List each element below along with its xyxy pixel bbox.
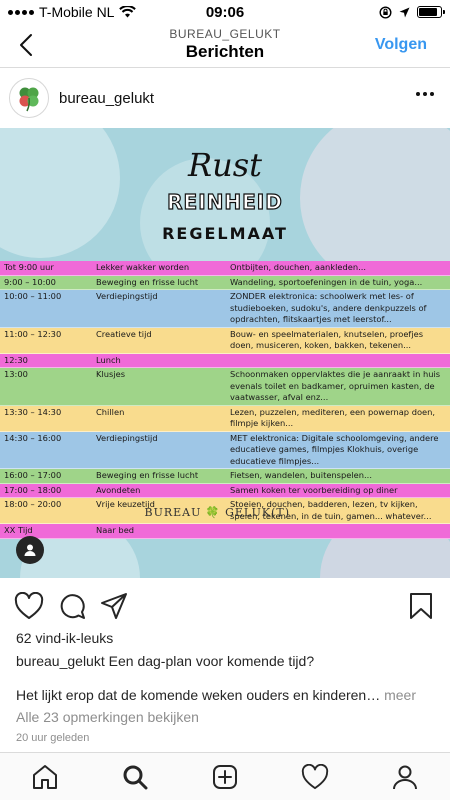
battery-icon: [417, 6, 442, 18]
schedule-activity: Verdiepingstijd: [96, 432, 158, 443]
schedule-time: 16:00 – 17:00: [4, 470, 62, 480]
schedule-time: 17:00 – 18:00: [4, 484, 62, 495]
share-icon[interactable]: [100, 592, 128, 620]
rotation-lock-icon: [379, 6, 392, 19]
follow-button[interactable]: Volgen: [374, 36, 427, 53]
status-right: [379, 6, 442, 19]
schedule-row: [0, 368, 450, 406]
schedule-activity: Verdiepingstijd: [96, 291, 158, 301]
schedule-time: 11:00 – 12:30: [4, 328, 62, 339]
add-icon: [212, 764, 238, 790]
status-time: 09:06: [205, 3, 245, 21]
schedule-activity: Chillen: [96, 406, 125, 417]
image-title-reinheid: REINHEID: [167, 190, 283, 214]
image-title-rust: Rust: [188, 146, 262, 184]
caption: [16, 653, 434, 669]
likes-count[interactable]: 62 vind-ik-leuks: [16, 630, 114, 646]
schedule-time: 18:00 – 20:00: [4, 499, 62, 509]
search-icon: [122, 764, 148, 790]
schedule-row: [0, 406, 450, 432]
caption-text: Een dag-plan voor komende tijd?: [108, 653, 315, 669]
schedule-row: [0, 432, 450, 470]
tab-home[interactable]: [25, 757, 65, 797]
wifi-icon: [119, 6, 136, 18]
image-title-regelmaat: REGELMAAT: [162, 224, 288, 243]
schedule-row: [0, 524, 450, 539]
schedule-description: ZONDER elektronica: schoolwerk met les- of studieboeken, sudoku's, andere denkpuzzels of opdrachten, flitskaartjes met leerstof...: [230, 291, 427, 324]
schedule-description: Stoeien, douchen, badderen, lezen, tv kijken, spelen, tekenen, in de tuin, gamen... whatever...: [230, 499, 432, 521]
avatar[interactable]: [9, 78, 49, 118]
schedule-row: [0, 469, 450, 484]
schedule-activity: Beweging en frisse lucht: [96, 470, 199, 480]
profile-icon: [392, 764, 418, 790]
home-icon: [32, 764, 58, 790]
nav-subtitle: BUREAU_GELUKT: [169, 27, 281, 41]
tab-profile[interactable]: [385, 757, 425, 797]
schedule-time: 9:00 – 10:00: [4, 276, 56, 287]
schedule-activity: Lekker wakker worden: [96, 262, 190, 272]
schedule-description: Schoonmaken oppervlaktes die je aanraakt in huis evenals toilet en badkamer, opruimen kasten, de vaatwasser, afval enz...: [230, 369, 441, 402]
user-tag-icon[interactable]: [16, 536, 44, 564]
schedule-table: [0, 261, 450, 539]
schedule-activity: Creatieve tijd: [96, 328, 152, 339]
schedule-activity: Klusjes: [96, 369, 126, 379]
schedule-description: Wandeling, sportoefeningen in de tuin, yoga...: [230, 276, 423, 287]
tab-search[interactable]: [115, 757, 155, 797]
nav-header: [0, 24, 450, 68]
comment-icon[interactable]: [58, 592, 86, 620]
more-icon[interactable]: [416, 92, 434, 96]
schedule-row: [0, 290, 450, 328]
schedule-row: [0, 328, 450, 354]
heart-icon[interactable]: [14, 592, 44, 620]
more-link[interactable]: meer: [384, 687, 417, 703]
schedule-description: Ontbijten, douchen, aankleden...: [230, 262, 367, 272]
bookmark-icon[interactable]: [408, 592, 434, 620]
schedule-time: 12:30: [4, 354, 28, 365]
schedule-time: XX Tijd: [4, 525, 33, 535]
status-bar: [0, 0, 450, 24]
schedule-row: [0, 354, 450, 369]
post-timestamp: 20 uur geleden: [16, 732, 90, 744]
schedule-description: Samen koken ter voorbereiding op diner: [230, 484, 398, 495]
view-comments-link[interactable]: Alle 23 opmerkingen bekijken: [16, 709, 199, 725]
signal-icon: [8, 10, 34, 15]
schedule-description: MET elektronica: Digitale schoolomgeving, andere educatieve games, filmpjes Klokhuis, overige educatieve filmpjes...: [230, 432, 439, 466]
schedule-activity: Avondeten: [96, 484, 141, 495]
post-image[interactable]: [0, 128, 450, 578]
caption-body-text: Het lijkt erop dat de komende weken ouders en kinderen…: [16, 687, 381, 703]
schedule-row: [0, 261, 450, 276]
schedule-activity: Naar bed: [96, 525, 135, 535]
schedule-activity: Lunch: [96, 354, 121, 365]
schedule-activity: Beweging en frisse lucht: [96, 276, 199, 287]
schedule-row: [0, 484, 450, 499]
schedule-description: Bouw- en speelmaterialen, knutselen, proefjes doen, musiceren, koken, bakken, tekenen...: [230, 328, 424, 350]
brand-logo: BUREAU 🍀 GELUK(T): [144, 506, 290, 519]
schedule-time: 10:00 – 11:00: [4, 291, 62, 301]
schedule-row: [0, 276, 450, 291]
schedule-time: Tot 9:00 uur: [4, 262, 54, 272]
schedule-time: 13:00: [4, 369, 28, 379]
image-title-area: [0, 128, 450, 258]
clover-icon: [14, 83, 44, 113]
activity-icon: [301, 764, 329, 790]
schedule-time: 14:30 – 16:00: [4, 432, 62, 443]
caption-body: [16, 687, 434, 703]
bottom-tab-bar: [0, 752, 450, 800]
tab-new-post[interactable]: [205, 757, 245, 797]
schedule-description: [222, 354, 450, 368]
schedule-description: Lezen, puzzelen, mediteren, een powernap doen, filmpje kijken...: [230, 406, 436, 428]
tab-activity[interactable]: [295, 757, 335, 797]
schedule-description: Fietsen, wandelen, buitenspelen...: [230, 470, 372, 480]
carrier-label: T-Mobile NL: [39, 4, 115, 20]
action-bar: [0, 588, 450, 624]
post-username[interactable]: bureau_gelukt: [59, 89, 155, 107]
schedule-description: [222, 524, 450, 538]
schedule-time: 13:30 – 14:30: [4, 406, 62, 417]
schedule-activity: Vrije keuzetijd: [96, 499, 155, 509]
status-left: [8, 4, 136, 20]
location-icon: [399, 7, 410, 18]
post-header: [0, 68, 450, 128]
caption-username[interactable]: bureau_gelukt: [16, 653, 105, 669]
page-title: Berichten: [185, 42, 265, 61]
